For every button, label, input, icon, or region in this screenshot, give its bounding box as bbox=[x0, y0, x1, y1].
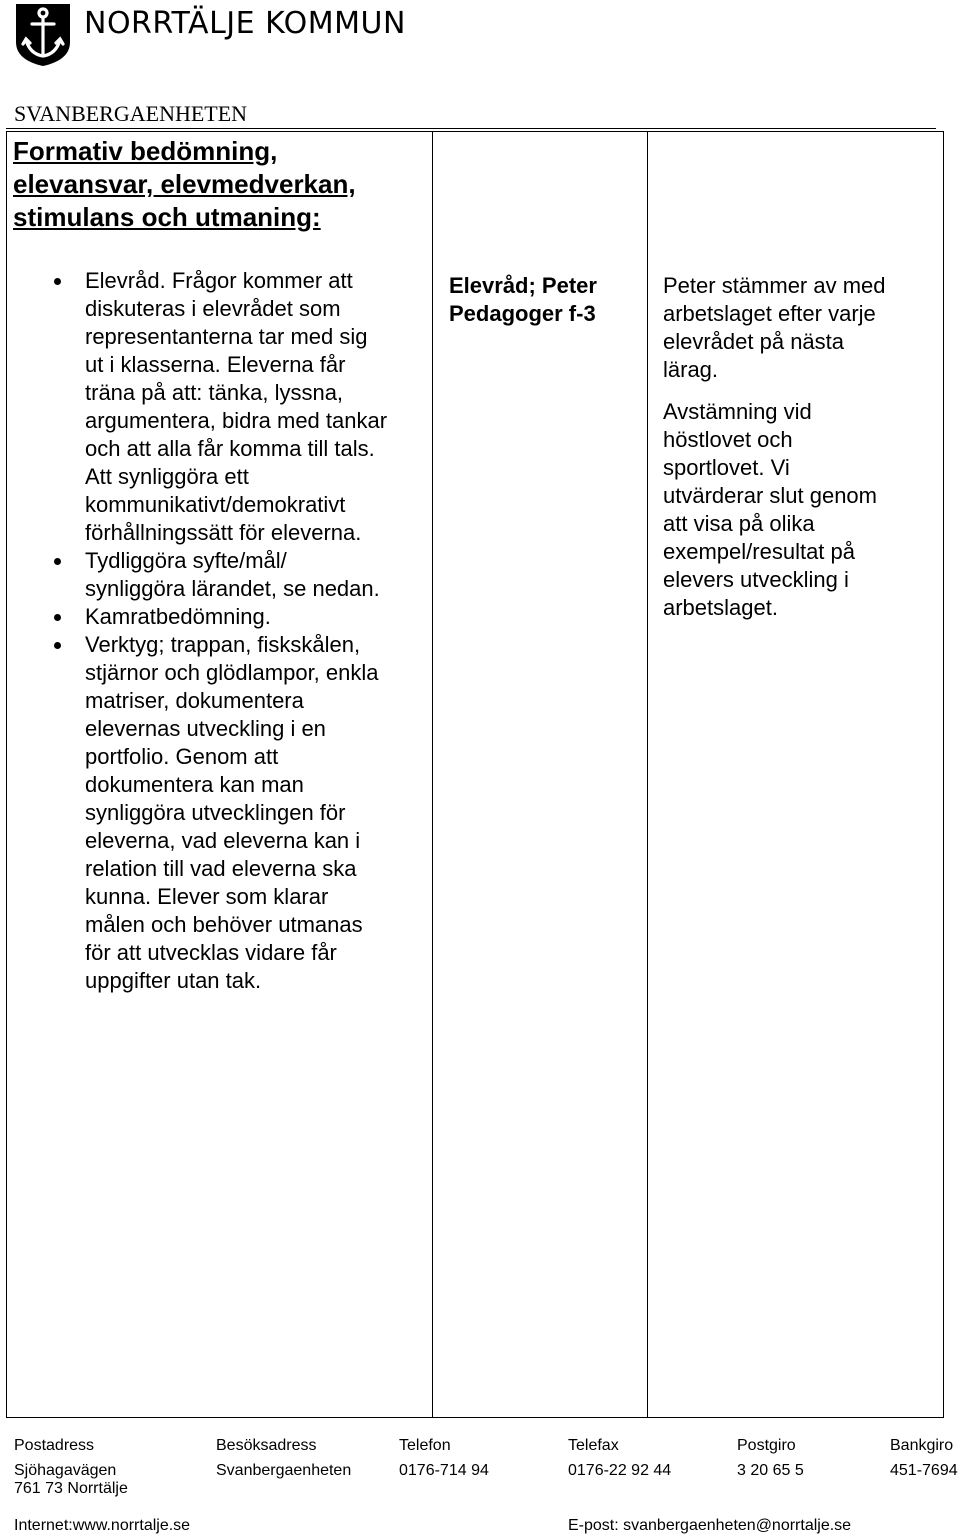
bullet-icon bbox=[54, 642, 61, 649]
text-line: ut i klasserna. Eleverna får bbox=[85, 352, 346, 377]
section-title bbox=[13, 135, 423, 234]
paragraph bbox=[663, 398, 943, 622]
unit-name: SVANBERGAENHETEN bbox=[14, 101, 248, 126]
text-line: elevers utveckling i bbox=[663, 567, 849, 592]
text-line: arbetslaget. bbox=[663, 595, 778, 620]
text-line: argumentera, bidra med tankar bbox=[85, 408, 388, 433]
text-line: förhållningssätt för eleverna. bbox=[85, 520, 362, 545]
column-divider bbox=[647, 132, 648, 1417]
page-header bbox=[0, 0, 960, 130]
text-line: lärag. bbox=[663, 357, 719, 382]
text-line: uppgifter utan tak. bbox=[85, 968, 262, 993]
text-line: dokumentera kan man bbox=[85, 772, 304, 797]
besoksadress-label: Besöksadress bbox=[216, 1437, 317, 1454]
postadress-line2: 761 73 Norrtälje bbox=[14, 1480, 128, 1497]
text-line: arbetslaget efter varje bbox=[663, 301, 876, 326]
list-item bbox=[13, 631, 423, 995]
responsible-column bbox=[449, 272, 639, 328]
text-line: Avstämning vid bbox=[663, 399, 812, 424]
text-line: stjärnor och glödlampor, enkla bbox=[85, 660, 379, 685]
postadress-line1: Sjöhagavägen bbox=[14, 1462, 117, 1479]
title-line: stimulans och utmaning: bbox=[13, 202, 321, 232]
plan-table bbox=[6, 131, 944, 1418]
text-line: elevernas utveckling i en bbox=[85, 716, 326, 741]
text-line: synliggöra lärandet, se nedan. bbox=[85, 576, 380, 601]
besoksadress-value: Svanbergaenheten bbox=[216, 1462, 352, 1479]
postadress-label: Postadress bbox=[14, 1437, 95, 1454]
text-line: diskuteras i elevrådet som bbox=[85, 296, 341, 321]
paragraph bbox=[663, 272, 943, 384]
text-line: kommunikativt/demokrativt bbox=[85, 492, 346, 517]
text-line: Elevråd. Frågor kommer att bbox=[85, 268, 353, 293]
text-line: portfolio. Genom att bbox=[85, 744, 279, 769]
text-line: utvärderar slut genom bbox=[663, 483, 877, 508]
bullet-icon bbox=[54, 558, 61, 565]
postgiro-value: 3 20 65 5 bbox=[737, 1462, 804, 1479]
telefon-label: Telefon bbox=[399, 1437, 451, 1454]
bullet-list bbox=[13, 267, 423, 995]
telefax-value: 0176-22 92 44 bbox=[568, 1462, 672, 1479]
text-line: Verktyg; trappan, fiskskålen, bbox=[85, 632, 361, 657]
activities-column bbox=[13, 135, 423, 995]
list-item bbox=[13, 547, 423, 603]
page-footer bbox=[0, 1430, 960, 1535]
municipality-name: NORRTÄLJE KOMMUN bbox=[84, 6, 406, 41]
text-line: exempel/resultat på bbox=[663, 539, 855, 564]
text-line: matriser, dokumentera bbox=[85, 688, 304, 713]
text-line: Elevråd; Peter bbox=[449, 273, 597, 298]
postgiro-label: Postgiro bbox=[737, 1437, 796, 1454]
text-line: målen och behöver utmanas bbox=[85, 912, 363, 937]
text-line: Tydliggöra syfte/mål/ bbox=[85, 548, 287, 573]
text-line: representanterna tar med sig bbox=[85, 324, 368, 349]
text-line: träna på att: tänka, lyssna, bbox=[85, 380, 344, 405]
text-line: Att synliggöra ett bbox=[85, 464, 249, 489]
followup-column bbox=[663, 272, 943, 636]
email-link[interactable]: E-post: svanbergaenheten@norrtalje.se bbox=[568, 1517, 852, 1534]
bullet-icon bbox=[54, 614, 61, 621]
anchor-crest-logo bbox=[14, 2, 72, 68]
text-line: sportlovet. Vi bbox=[663, 455, 790, 480]
telefax-label: Telefax bbox=[568, 1437, 619, 1454]
bullet-icon bbox=[54, 278, 61, 285]
text-line: för att utvecklas vidare får bbox=[85, 940, 337, 965]
title-line: elevansvar, elevmedverkan, bbox=[13, 169, 356, 199]
text-line: eleverna, vad eleverna kan i bbox=[85, 828, 361, 853]
bankgiro-label: Bankgiro bbox=[890, 1437, 954, 1454]
text-line: kunna. Elever som klarar bbox=[85, 884, 329, 909]
column-divider bbox=[432, 132, 433, 1417]
website-link[interactable]: Internet:www.norrtalje.se bbox=[14, 1517, 191, 1534]
text-line: att visa på olika bbox=[663, 511, 815, 536]
header-divider bbox=[6, 128, 936, 129]
text-line: och att alla får komma till tals. bbox=[85, 436, 375, 461]
text-line: relation till vad eleverna ska bbox=[85, 856, 357, 881]
list-item bbox=[13, 267, 423, 547]
text-line: Kamratbedömning. bbox=[85, 604, 271, 629]
text-line: Peter stämmer av med bbox=[663, 273, 886, 298]
text-line: elevrådet på nästa bbox=[663, 329, 845, 354]
text-line: höstlovet och bbox=[663, 427, 793, 452]
list-item bbox=[13, 603, 423, 631]
bankgiro-value: 451-7694 bbox=[890, 1462, 958, 1479]
text-line: synliggöra utvecklingen för bbox=[85, 800, 346, 825]
text-line: Pedagoger f-3 bbox=[449, 301, 596, 326]
telefon-value: 0176-714 94 bbox=[399, 1462, 489, 1479]
title-line: Formativ bedömning, bbox=[13, 136, 278, 166]
